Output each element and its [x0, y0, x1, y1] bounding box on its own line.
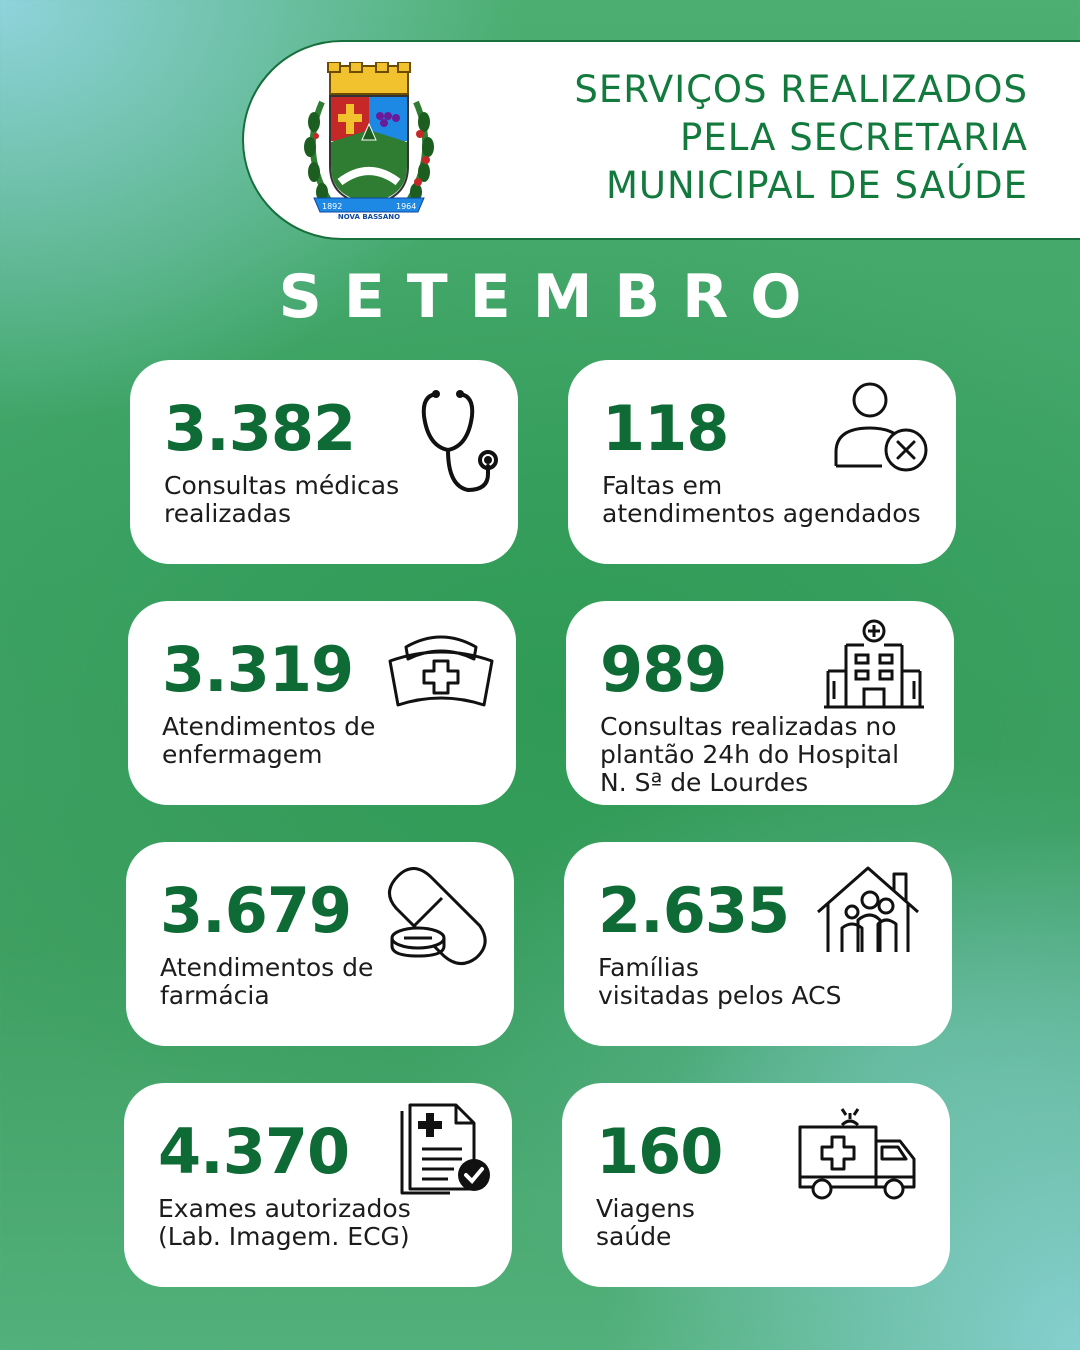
stat-card-enfermagem — [128, 601, 516, 805]
family-house-icon — [814, 860, 924, 970]
nurse-cap-icon — [386, 621, 496, 731]
stat-value: 3.382 — [164, 392, 356, 465]
stat-label: Consultas realizadas no plantão 24h do Hospital N. Sª de Lourdes — [600, 712, 900, 797]
stat-label: Viagens saúde — [596, 1194, 695, 1251]
stat-value: 118 — [602, 392, 729, 465]
stat-card-exames — [124, 1083, 512, 1287]
municipal-crest-icon — [300, 62, 438, 220]
crest-year-right: 1964 — [396, 202, 417, 211]
stethoscope-icon — [408, 386, 518, 496]
month-heading: SETEMBRO — [278, 262, 824, 332]
stat-label: Atendimentos de enfermagem — [162, 712, 376, 769]
stat-value: 4.370 — [158, 1115, 350, 1188]
stat-value: 989 — [600, 633, 727, 706]
stat-card-viagens — [562, 1083, 950, 1287]
stat-card-plantao — [566, 601, 954, 805]
stat-value: 3.319 — [162, 633, 354, 706]
stat-label: Consultas médicas realizadas — [164, 471, 400, 528]
crest-year-left: 1892 — [322, 202, 343, 211]
stat-value: 160 — [596, 1115, 723, 1188]
crest-banner-text: NOVA BASSANO — [337, 213, 401, 220]
stat-card-familias — [564, 842, 952, 1046]
stat-card-faltas — [568, 360, 956, 564]
ambulance-icon — [796, 1099, 926, 1209]
stat-label: Faltas em atendimentos agendados — [602, 471, 921, 528]
pills-icon — [384, 864, 494, 974]
hospital-icon — [822, 615, 932, 725]
page-title: SERVIÇOS REALIZADOS PELA SECRETARIA MUNICIPAL DE SAÚDE — [574, 68, 1028, 207]
stat-card-consultas-medicas — [130, 360, 518, 564]
stat-value: 3.679 — [160, 874, 352, 947]
stat-card-farmacia — [126, 842, 514, 1046]
medical-report-icon — [390, 1099, 500, 1209]
stat-label: Atendimentos de farmácia — [160, 953, 374, 1010]
user-remove-icon — [826, 378, 936, 488]
stat-label: Famílias visitadas pelos ACS — [598, 953, 842, 1010]
stat-label: Exames autorizados (Lab. Imagem. ECG) — [158, 1194, 411, 1251]
stat-value: 2.635 — [598, 874, 790, 947]
